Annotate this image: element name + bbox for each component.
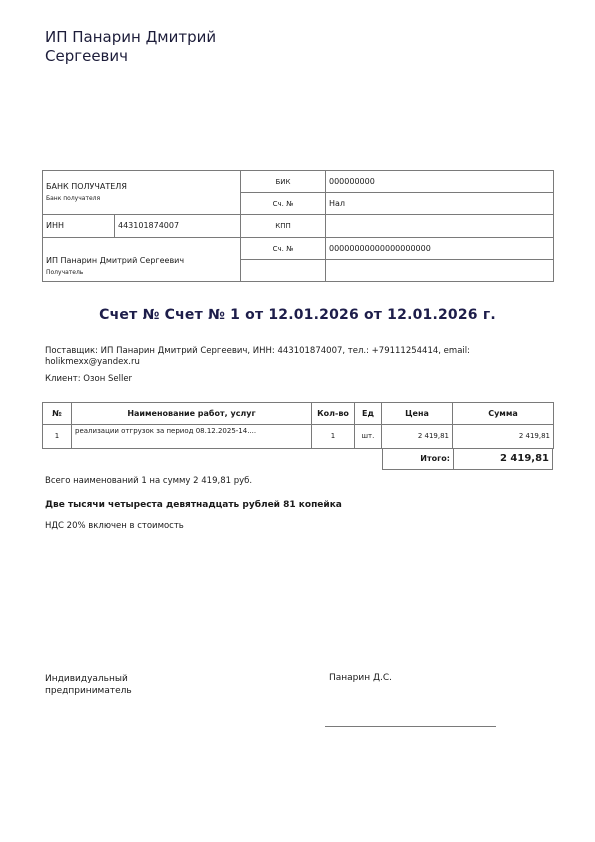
bank-name: БАНК ПОЛУЧАТЕЛЯ	[46, 182, 127, 191]
kpp-value	[326, 215, 554, 238]
vat-note: НДС 20% включен в стоимость	[45, 521, 184, 531]
items-table	[42, 402, 554, 449]
inn-label: ИНН	[43, 215, 115, 238]
items-header-row	[43, 403, 554, 425]
header-price: Цена	[382, 403, 453, 425]
header-sum: Сумма	[453, 403, 554, 425]
empty-cell	[326, 260, 554, 282]
invoice-title: Счет № Счет № 1 от 12.01.2026 от 12.01.2026 г.	[99, 307, 496, 323]
signer-name: Панарин Д.С.	[329, 673, 393, 683]
account-value: Нал	[326, 193, 554, 215]
recipient-sublabel: Получатель	[46, 269, 84, 276]
company-name: ИП Панарин Дмитрий Сергеевич	[45, 28, 217, 65]
bik-value: 000000000	[326, 171, 554, 193]
header-qty: Кол-во	[312, 403, 355, 425]
inn-value: 443101874007	[115, 215, 241, 238]
row-qty: 1	[312, 425, 355, 449]
signer-position: Индивидуальный предприниматель	[45, 674, 132, 696]
row-num: 1	[43, 425, 72, 449]
amount-in-words: Две тысячи четыреста девятнадцать рублей 81 копейка	[45, 500, 342, 510]
header-unit: Ед	[355, 403, 382, 425]
bank-details-table	[42, 170, 554, 282]
account2-label: Сч. №	[241, 238, 326, 260]
header-name: Наименование работ, услуг	[72, 403, 312, 425]
account-label: Сч. №	[241, 193, 326, 215]
bik-label: БИК	[241, 171, 326, 193]
recipient-cell	[43, 238, 241, 282]
account2-value: 00000000000000000000	[326, 238, 554, 260]
supplier-info: Поставщик: ИП Панарин Дмитрий Сергеевич, ИНН: 443101874007, тел.: +79111254414, email: holikmexx@yandex.ru	[45, 346, 470, 367]
kpp-label: КПП	[241, 215, 326, 238]
bank-name-cell	[43, 171, 241, 215]
bank-sublabel: Банк получателя	[46, 195, 101, 202]
total-value: 2 419,81	[499, 453, 549, 464]
summary-count-line: Всего наименований 1 на сумму 2 419,81 руб.	[45, 476, 253, 486]
recipient-name: ИП Панарин Дмитрий Сергеевич	[46, 256, 185, 265]
total-box	[382, 448, 553, 470]
empty-cell	[241, 260, 326, 282]
header-num: №	[43, 403, 72, 425]
row-sum: 2 419,81	[453, 425, 554, 449]
client-info: Клиент: Озон Seller	[45, 374, 133, 384]
total-label: Итого:	[383, 449, 454, 469]
row-unit: шт.	[355, 425, 382, 449]
row-name: реализации отгрузок за период 08.12.2025-14....	[72, 425, 312, 449]
table-row	[43, 425, 554, 449]
signature-line	[325, 726, 496, 727]
row-price: 2 419,81	[382, 425, 453, 449]
